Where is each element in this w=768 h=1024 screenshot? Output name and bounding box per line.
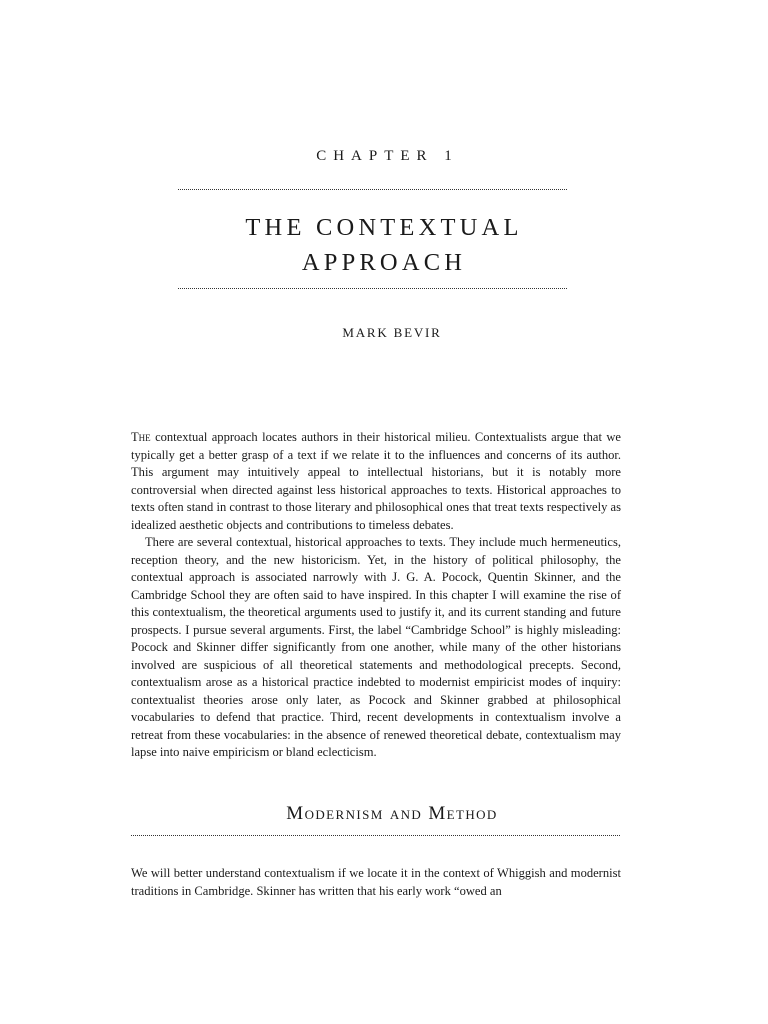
- title-top-rule: [178, 189, 567, 190]
- chapter-title-line-2: APPROACH: [301, 249, 467, 276]
- intro-paragraph-2: There are several contextual, historical approaches to texts. They include much hermeneutics, reception theory, and the new historicism. Yet, in the history of political philosophy, the contextual approach is associated narrowly with J. G. A. Pocock, Quentin Skinner, and the Cambridge School they are often said to have inspired. In this chapter I will examine the rise of this contextualism, the theoretical arguments used to justify it, and its current standing and future prospects. I pursue several arguments. First, the label “Cambridge School” is highly misleading: Pocock and Skinner differ significantly from one another, while many of the other historians involved are suspicious of all theoretical statements and methodological precepts. Second, contextualism arose as a historical practice indebted to modernist empiricist modes of inquiry: contextualist theories arose only later, as Pocock and Skinner grabbed at philosophical vocabularies to defend that practice. Third, recent developments in contextualism involve a retreat from these vocabularies: in the absence of renewed theoretical debate, contextualism may lapse into naive empiricism or bland eclecticism.: [131, 535, 621, 759]
- chapter-title: [0, 210, 768, 280]
- chapter-title-line-1: THE CONTEXTUAL: [245, 214, 523, 241]
- intro-text: [131, 429, 621, 762]
- section-heading: Modernism and Method: [286, 803, 498, 824]
- intro-paragraph-1: [131, 429, 621, 534]
- section-heading-rule: [131, 835, 620, 836]
- lead-word: The: [131, 430, 151, 444]
- title-bottom-rule: [178, 288, 567, 289]
- chapter-label: CHAPTER 1: [316, 148, 459, 164]
- section-paragraph-1: We will better understand contextualism if we locate it in the context of Whiggish and modernist traditions in Cambridge. Skinner has written that his early work “owed an: [131, 866, 621, 898]
- author-name: MARK BEVIR: [342, 325, 442, 340]
- intro-paragraph-1-text: contextual approach locates authors in their historical milieu. Contextualists argue that we typically get a better grasp of a text if we relate it to the influences and concerns of its author. This argument may intuitively appeal to intellectual historians, but it is notably more controversial when directed against less historical approaches to texts. Historical approaches to texts often stand in contrast to those literary and philosophical ones that treat texts respectively as idealized aesthetic objects and contributions to timeless debates.: [131, 430, 621, 532]
- section-text: [131, 865, 621, 900]
